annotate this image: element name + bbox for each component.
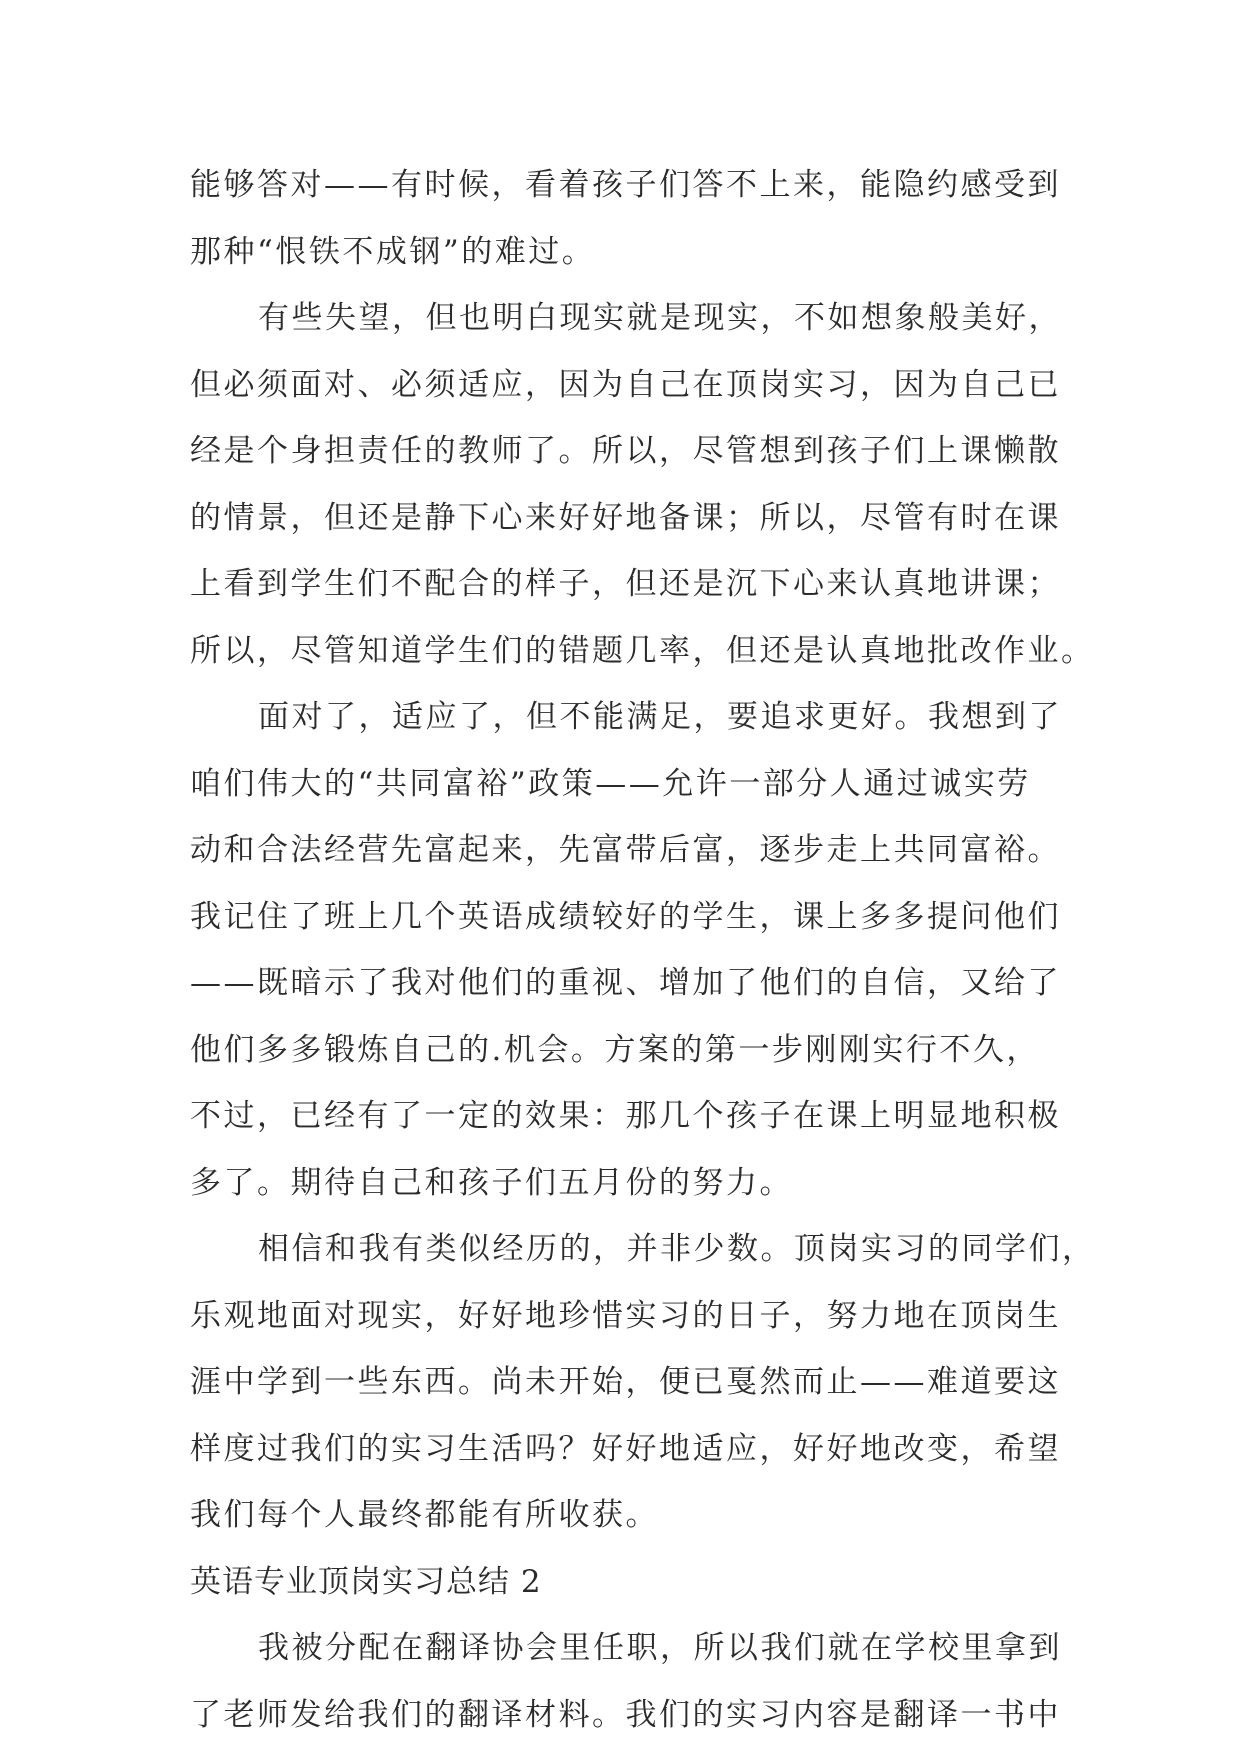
text-line: 上看到学生们不配合的样子，但还是沉下心来认真地讲课； bbox=[190, 566, 1061, 602]
text-line: 我记住了班上几个英语成绩较好的学生，课上多多提问他们 bbox=[190, 898, 1061, 935]
text-line: 涯中学到一些东西。尚未开始，便已戛然而止——难道要这 bbox=[190, 1364, 1061, 1400]
text-line: 面对了，适应了，但不能满足，要追求更好。我想到了 bbox=[258, 699, 1062, 735]
text-line: ——既暗示了我对他们的重视、增加了他们的自信，又给了 bbox=[190, 965, 1061, 1001]
text-line: 相信和我有类似经历的，并非少数。顶岗实习的同学们， bbox=[258, 1231, 1096, 1267]
text-line: 经是个身担责任的教师了。所以，尽管想到孩子们上课懒散 bbox=[190, 433, 1061, 469]
text-line: 那种“恨铁不成钢”的难过。 bbox=[190, 233, 596, 270]
text-line: 的情景，但还是静下心来好好地备课；所以，尽管有时在课 bbox=[190, 499, 1061, 536]
text-line: 能够答对——有时候，看着孩子们答不上来，能隐约感受到 bbox=[190, 167, 1061, 203]
text-line: 我们每个人最终都能有所收获。 bbox=[190, 1497, 659, 1533]
text-line: 不过，已经有了一定的效果：那几个孩子在课上明显地积极 bbox=[190, 1098, 1061, 1134]
section-heading: 英语专业顶岗实习总结 2 bbox=[190, 1563, 542, 1600]
text-line: 我被分配在翻译协会里任职，所以我们就在学校里拿到 bbox=[258, 1630, 1062, 1666]
text-line: 但必须面对、必须适应，因为自己在顶岗实习，因为自己已 bbox=[190, 366, 1061, 403]
text-line: 咱们伟大的“共同富裕”政策——允许一部分人通过诚实劳 bbox=[190, 765, 1031, 802]
text-line: 他们多多锻炼自己的.机会。方案的第一步刚刚实行不久， bbox=[190, 1031, 1040, 1068]
text-line: 动和合法经营先富起来，先富带后富，逐步走上共同富裕。 bbox=[190, 832, 1061, 868]
text-line: 样度过我们的实习生活吗？好好地适应，好好地改变，希望 bbox=[190, 1430, 1061, 1467]
text-line: 了老师发给我们的翻译材料。我们的实习内容是翻译一书中 bbox=[190, 1696, 1061, 1733]
text-line: 有些失望，但也明白现实就是现实，不如想象般美好， bbox=[258, 300, 1062, 336]
text-line: 多了。期待自己和孩子们五月份的努力。 bbox=[190, 1164, 793, 1201]
text-line: 所以，尽管知道学生们的错题几率，但还是认真地批改作业。 bbox=[190, 632, 1095, 669]
text-line: 乐观地面对现实，好好地珍惜实习的日子，努力地在顶岗生 bbox=[190, 1297, 1061, 1334]
document-body bbox=[190, 152, 1096, 1748]
